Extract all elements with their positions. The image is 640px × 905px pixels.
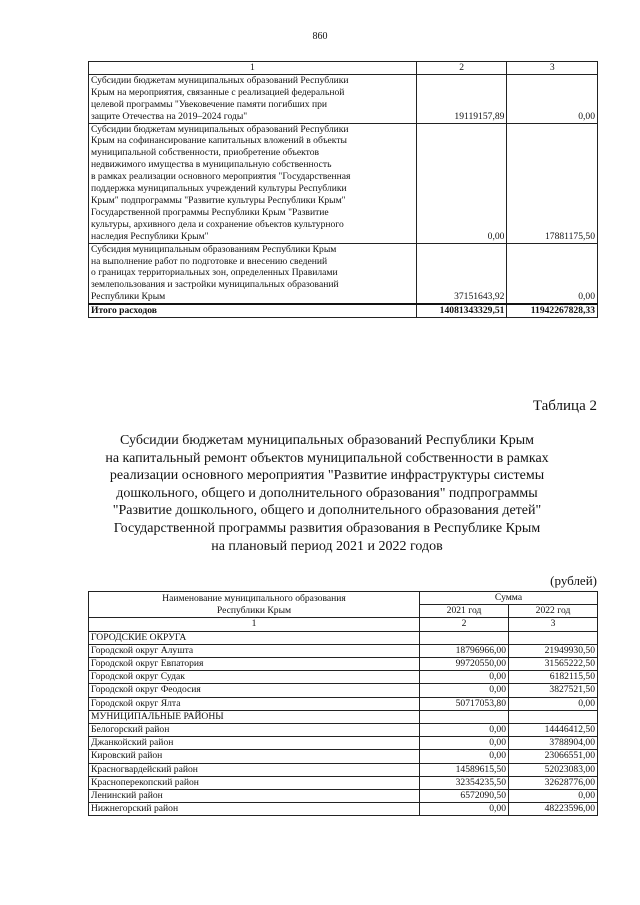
municipality-name: Красноперекопский район [89, 776, 420, 789]
table-row [89, 724, 598, 737]
amount-2022: 31565222,50 [509, 658, 598, 671]
column-number-cell: 2 [420, 618, 509, 631]
amount-2022: 48223596,00 [509, 803, 598, 816]
municipality-name: Красногвардейский район [89, 763, 420, 776]
amount-2021: 0,00 [420, 684, 509, 697]
section-row [89, 631, 598, 644]
description-line: землепользования и застройки муниципальных образований [91, 279, 339, 291]
header-row [89, 592, 598, 605]
amount-2021: 50717053,80 [420, 697, 509, 710]
table-row [89, 697, 598, 710]
description-line: на выполнение работ по подготовке и внесению сведений [91, 255, 328, 267]
description-line: наследия Республики Крым" [91, 230, 209, 242]
amount-2021: 0,00 [416, 123, 507, 243]
amount-2021: 0,00 [420, 750, 509, 763]
municipality-name: Городской округ Ялта [89, 697, 420, 710]
column-number-cell: 1 [89, 618, 420, 631]
description-line: Республики Крым [91, 291, 166, 303]
description-line: защите Отечества на 2019–2024 годы" [91, 110, 248, 122]
table-row [89, 803, 598, 816]
header-line: Республики Крым [216, 604, 292, 616]
amount-2022: 32628776,00 [509, 776, 598, 789]
title-line: дошкольного, общего и дополнительного образования" подпрограммы [116, 485, 538, 501]
municipality-name: Городской округ Феодосия [89, 684, 420, 697]
amount-2021: 0,00 [420, 803, 509, 816]
title-line: на плановый период 2021 и 2022 годов [211, 538, 443, 554]
description-line: Субсидии бюджетам муниципальных образований Республики [91, 74, 349, 86]
amount-2021: 0,00 [420, 724, 509, 737]
municipality-name: Ленинский район [89, 790, 420, 803]
row-description [89, 123, 417, 243]
subsidies-table-2 [88, 591, 598, 816]
title-line: Субсидии бюджетам муниципальных образований Республики Крым [120, 433, 534, 448]
municipality-name: Белогорский район [89, 724, 420, 737]
total-row [89, 304, 598, 317]
municipality-name: Городской округ Судак [89, 671, 420, 684]
section-title: ГОРОДСКИЕ ОКРУГА [89, 631, 420, 644]
amount-2021: 0,00 [420, 737, 509, 750]
amount-2022: 17881175,50 [507, 123, 598, 243]
column-number-cell: 2 [416, 62, 507, 75]
table-row [89, 750, 598, 763]
page-number: 860 [312, 31, 328, 42]
amount-2022: 3827521,50 [509, 684, 598, 697]
table-row [89, 74, 598, 123]
table-row [89, 790, 598, 803]
municipality-name: Городской округ Евпатория [89, 658, 420, 671]
empty-cell [420, 631, 509, 644]
table-caption: Таблица 2 [532, 398, 597, 414]
title-line: реализации основного мероприятия "Развитие инфраструктуры системы [109, 468, 545, 484]
column-number-row [89, 62, 598, 75]
year-2022-header: 2022 год [509, 605, 598, 618]
description-line: недвижимого имущества в муниципальную собственность [91, 159, 332, 171]
table-row [89, 658, 598, 671]
description-line: Субсидия муниципальным образованиям Республики Крым [91, 243, 337, 255]
empty-cell [509, 631, 598, 644]
description-line: целевой программы "Увековечение памяти погибших при [91, 98, 328, 110]
description-line: Государственной программы Республики Крым "Развитие [91, 206, 329, 218]
subsidies-table-continued [88, 61, 598, 318]
description-line: Крым" подпрограммы "Развитие культуры Республики Крым" [91, 194, 346, 206]
amount-2022: 14446412,50 [509, 724, 598, 737]
header-line: Наименование муниципального образования [162, 592, 346, 604]
row-description [89, 243, 417, 304]
column-number-row [89, 618, 598, 631]
total-label: Итого расходов [89, 304, 417, 317]
amount-2022: 0,00 [509, 697, 598, 710]
title-line: на капитальный ремонт объектов муниципальной собственности в рамках [105, 450, 549, 466]
description-line: Субсидии бюджетам муниципальных образований Республики [91, 123, 349, 135]
units-label: (рублей) [550, 573, 597, 588]
description-line: муниципальной собственности, приобретение объектов [91, 147, 320, 159]
amount-2021: 18796966,00 [420, 644, 509, 657]
empty-cell [509, 710, 598, 723]
description-line: поддержка муниципальных учреждений культуры Республики [91, 183, 347, 195]
amount-2021: 32354235,50 [420, 776, 509, 789]
amount-2021: 6572090,50 [420, 790, 509, 803]
table-row [89, 684, 598, 697]
description-line: культуры, архивного дела и сохранение объектов культурного [91, 218, 344, 230]
amount-2022: 0,00 [507, 74, 598, 123]
amount-2022: 23066551,00 [509, 750, 598, 763]
amount-2022: 21949930,50 [509, 644, 598, 657]
total-2021: 14081343329,51 [416, 304, 507, 317]
title-line: Государственной программы развития образования в Республике Крым [113, 520, 541, 536]
amount-2021: 99720550,00 [420, 658, 509, 671]
amount-2021: 19119157,89 [416, 74, 507, 123]
municipality-name: Джанкойский район [89, 737, 420, 750]
amount-2022: 3788904,00 [509, 737, 598, 750]
name-column-header [89, 592, 420, 618]
table-title [92, 432, 562, 555]
title-line: "Развитие дошкольного, общего и дополнительного образования детей" [112, 503, 542, 519]
amount-2022: 0,00 [507, 243, 598, 304]
description-line: Крым на мероприятия, связанные с реализацией федеральной [91, 86, 345, 98]
table-row [89, 671, 598, 684]
section-row [89, 710, 598, 723]
column-number-cell: 1 [89, 62, 417, 75]
amount-2021: 37151643,92 [416, 243, 507, 304]
sum-header: Сумма [420, 592, 598, 605]
column-number-cell: 3 [507, 62, 598, 75]
table-row [89, 776, 598, 789]
year-2021-header: 2021 год [420, 605, 509, 618]
column-number-cell: 3 [509, 618, 598, 631]
amount-2022: 52023083,00 [509, 763, 598, 776]
table-row [89, 763, 598, 776]
description-line: о границах территориальных зон, определенных Правилами [91, 267, 338, 279]
municipality-name: Кировский район [89, 750, 420, 763]
description-line: в рамках реализации основного мероприятия "Государственная [91, 171, 351, 183]
section-title: МУНИЦИПАЛЬНЫЕ РАЙОНЫ [89, 710, 420, 723]
description-line: Крым на софинансирование капитальных вложений в объекты [91, 135, 347, 147]
table-row [89, 123, 598, 243]
municipality-name: Нижнегорский район [89, 803, 420, 816]
table-row [89, 737, 598, 750]
amount-2022: 0,00 [509, 790, 598, 803]
total-2022: 11942267828,33 [507, 304, 598, 317]
empty-cell [420, 710, 509, 723]
amount-2021: 0,00 [420, 671, 509, 684]
amount-2021: 14589615,50 [420, 763, 509, 776]
row-description [89, 74, 417, 123]
municipality-name: Городской округ Алушта [89, 644, 420, 657]
amount-2022: 6182115,50 [509, 671, 598, 684]
table-row [89, 644, 598, 657]
table-row [89, 243, 598, 304]
